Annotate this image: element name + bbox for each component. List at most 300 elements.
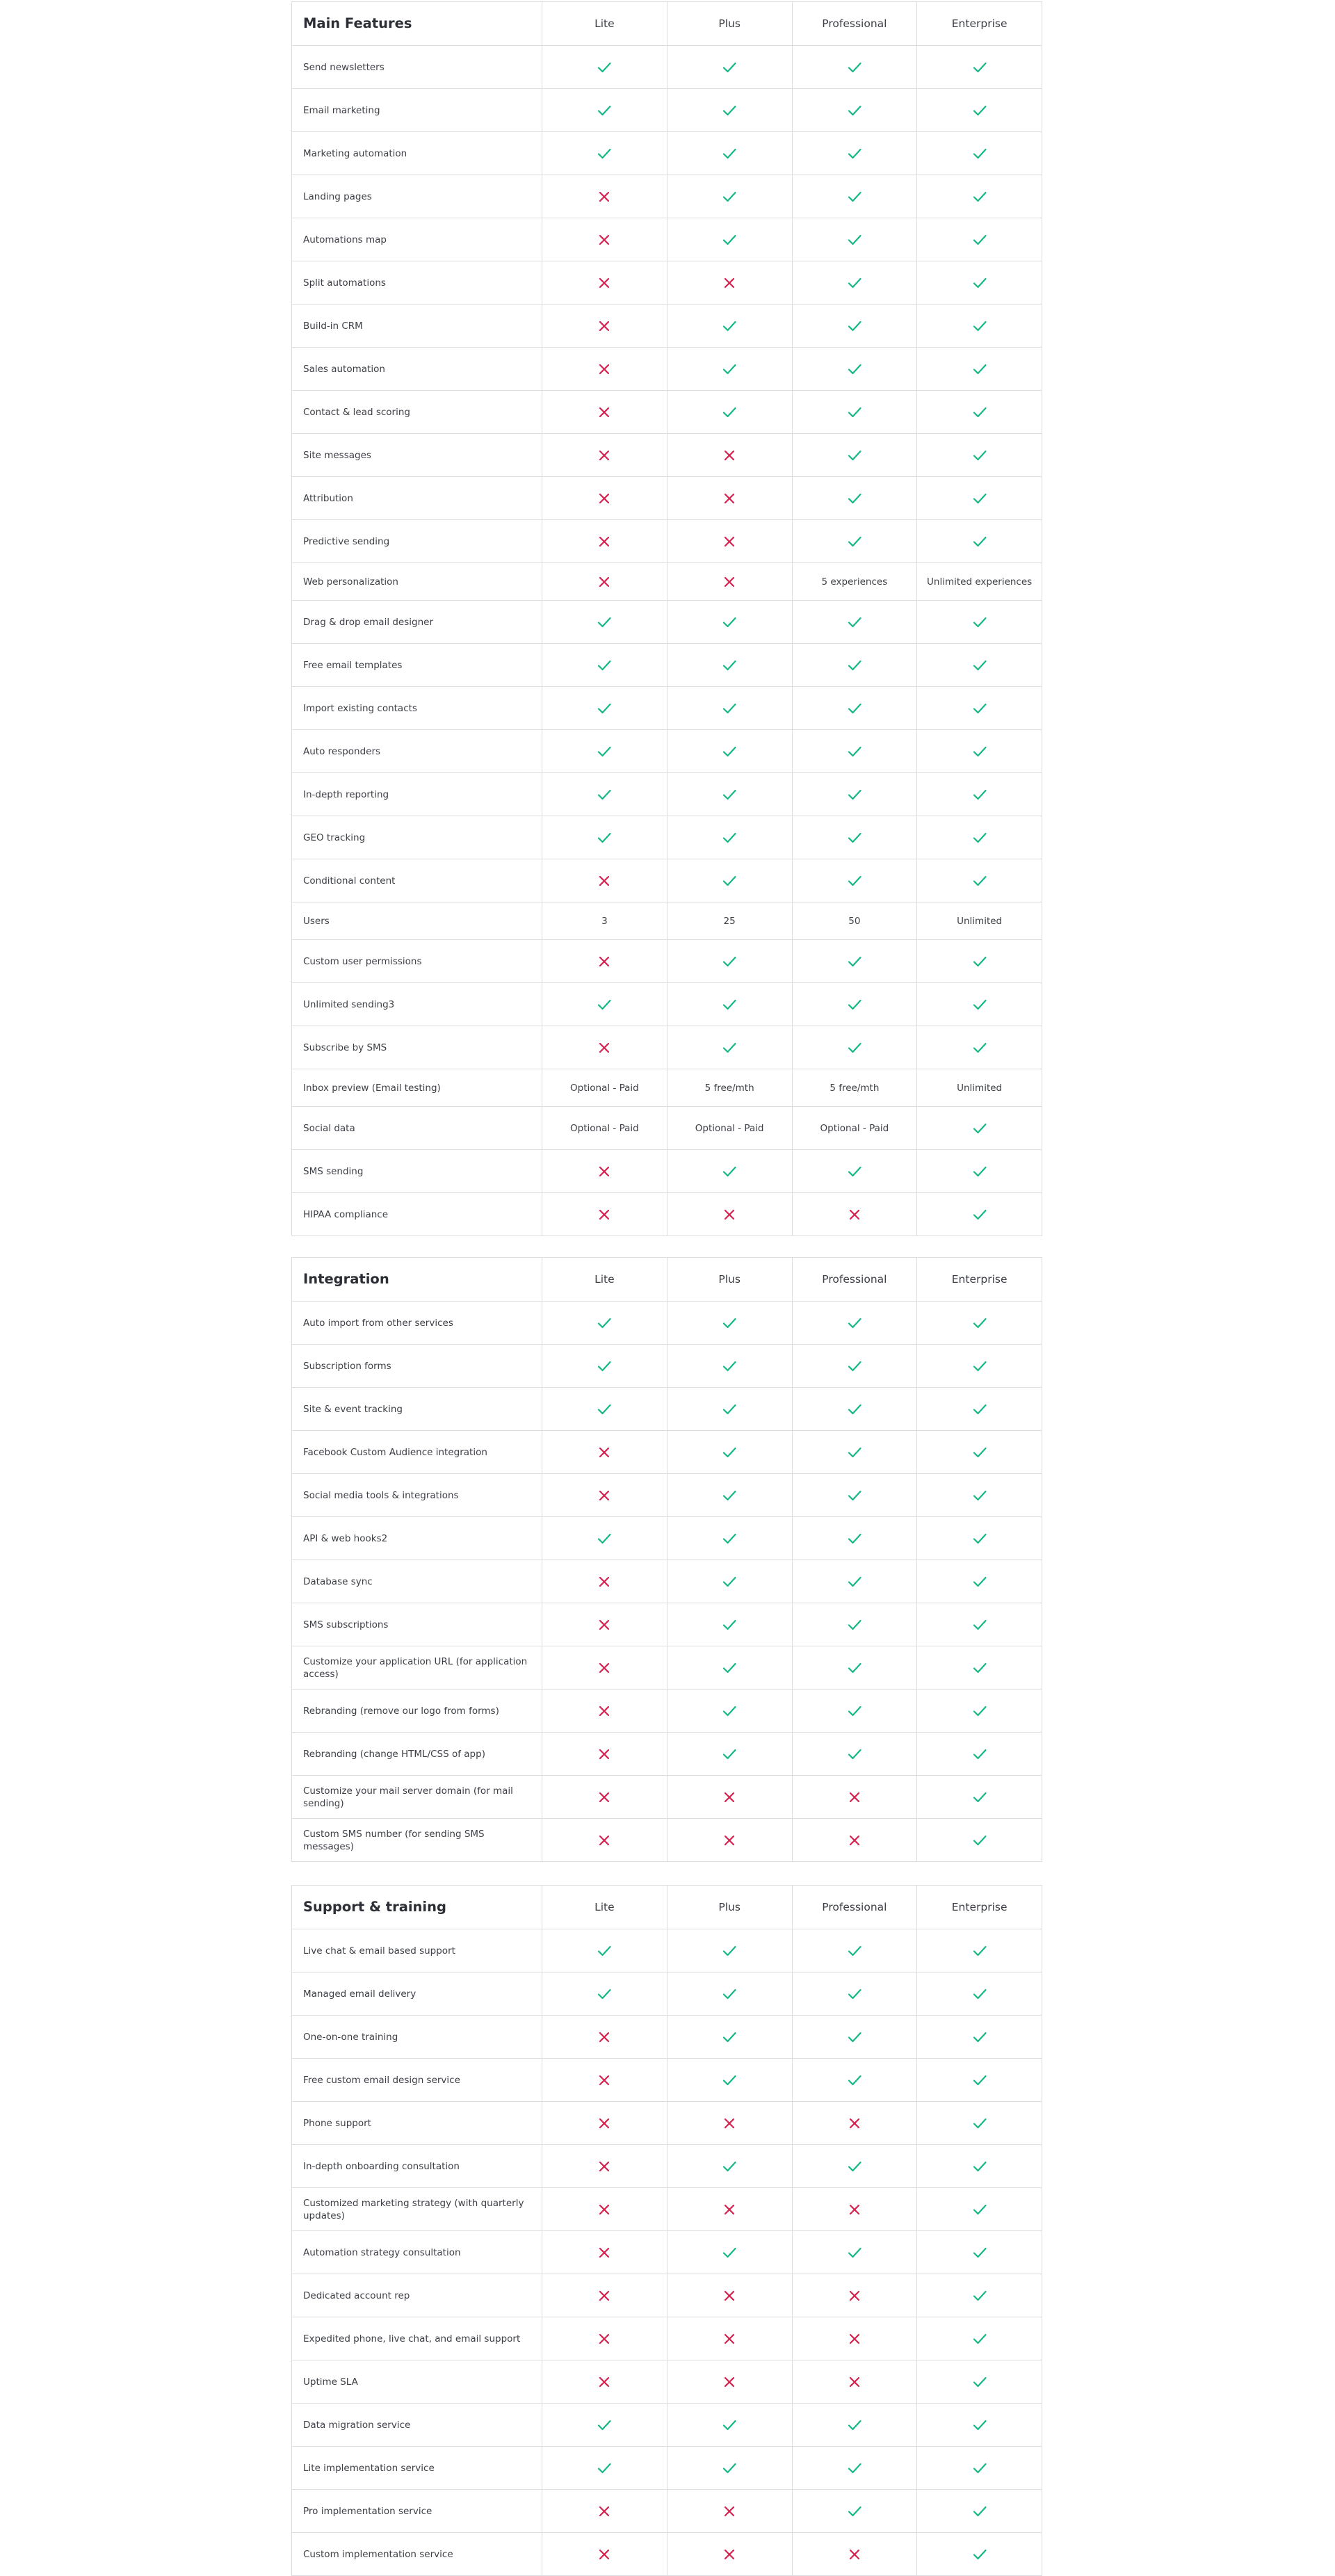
feature-label: Live chat & email based support: [292, 1929, 542, 1972]
check-icon: [917, 1972, 1042, 2015]
table-row: [292, 1026, 1042, 1069]
cross-icon: [542, 477, 668, 519]
check-icon: [917, 1388, 1042, 1430]
plan-header-plus: Plus: [668, 1258, 793, 1301]
check-icon: [668, 940, 793, 982]
check-icon: [917, 940, 1042, 982]
feature-label: Social media tools & integrations: [292, 1474, 542, 1516]
plan-value: 5 experiences: [793, 563, 918, 600]
table-row: [292, 2490, 1042, 2533]
check-icon: [542, 2447, 668, 2489]
check-icon: [668, 601, 793, 643]
check-icon: [793, 687, 918, 729]
cross-icon: [542, 348, 668, 390]
plan-header-lite: Lite: [542, 1886, 668, 1929]
check-icon: [917, 2533, 1042, 2575]
feature-label: Phone support: [292, 2102, 542, 2144]
check-icon: [668, 1345, 793, 1387]
cross-icon: [793, 1776, 918, 1818]
feature-label: Marketing automation: [292, 132, 542, 175]
check-icon: [668, 1431, 793, 1473]
check-icon: [917, 1929, 1042, 1972]
cross-icon: [542, 1026, 668, 1069]
cross-icon: [542, 1560, 668, 1603]
check-icon: [917, 2447, 1042, 2489]
check-icon: [917, 1026, 1042, 1069]
cross-icon: [542, 175, 668, 218]
check-icon: [793, 1302, 918, 1344]
feature-label: SMS subscriptions: [292, 1603, 542, 1646]
table-row: [292, 1646, 1042, 1690]
check-icon: [668, 305, 793, 347]
check-icon: [917, 2231, 1042, 2274]
feature-label: Subscribe by SMS: [292, 1026, 542, 1069]
check-icon: [793, 2059, 918, 2101]
check-icon: [793, 816, 918, 859]
table-row: [292, 940, 1042, 983]
check-icon: [542, 89, 668, 131]
feature-label: Drag & drop email designer: [292, 601, 542, 643]
cross-icon: [668, 477, 793, 519]
plan-value: 50: [793, 902, 918, 939]
table-row: [292, 2274, 1042, 2317]
cross-icon: [793, 2533, 918, 2575]
cross-icon: [542, 2102, 668, 2144]
feature-label: Unlimited sending3: [292, 983, 542, 1026]
feature-label: In-depth reporting: [292, 773, 542, 816]
check-icon: [793, 601, 918, 643]
check-icon: [793, 2490, 918, 2532]
cross-icon: [668, 1819, 793, 1861]
cross-icon: [542, 520, 668, 562]
check-icon: [542, 816, 668, 859]
cross-icon: [542, 1646, 668, 1689]
check-icon: [793, 644, 918, 686]
table-header-row: [292, 1886, 1042, 1929]
feature-label: Facebook Custom Audience integration: [292, 1431, 542, 1473]
check-icon: [793, 1388, 918, 1430]
plan-value: Unlimited experiences: [917, 563, 1042, 600]
check-icon: [668, 1646, 793, 1689]
cross-icon: [668, 434, 793, 476]
table-row: [292, 1345, 1042, 1388]
check-icon: [668, 218, 793, 261]
table-row: [292, 2102, 1042, 2145]
check-icon: [917, 391, 1042, 433]
table-row: [292, 2447, 1042, 2490]
table-row: [292, 2188, 1042, 2231]
feature-label: Automation strategy consultation: [292, 2231, 542, 2274]
cross-icon: [542, 859, 668, 902]
check-icon: [668, 730, 793, 772]
check-icon: [917, 1776, 1042, 1818]
table-row: [292, 2404, 1042, 2447]
cross-icon: [542, 1474, 668, 1516]
check-icon: [917, 1517, 1042, 1560]
cross-icon: [668, 2490, 793, 2532]
check-icon: [793, 391, 918, 433]
table-row: [292, 773, 1042, 816]
cross-icon: [542, 1603, 668, 1646]
cross-icon: [793, 1193, 918, 1236]
feature-label: Web personalization: [292, 563, 542, 600]
check-icon: [668, 1474, 793, 1516]
check-icon: [793, 1026, 918, 1069]
check-icon: [668, 2016, 793, 2058]
check-icon: [917, 816, 1042, 859]
section-title: Integration: [292, 1258, 542, 1301]
feature-label: Auto import from other services: [292, 1302, 542, 1344]
check-icon: [793, 2231, 918, 2274]
feature-label: Custom implementation service: [292, 2533, 542, 2575]
plan-value: 5 free/mth: [793, 1069, 918, 1106]
check-icon: [793, 2447, 918, 2489]
check-icon: [668, 983, 793, 1026]
check-icon: [917, 305, 1042, 347]
cross-icon: [793, 2317, 918, 2360]
check-icon: [793, 2145, 918, 2187]
check-icon: [668, 1150, 793, 1192]
check-icon: [793, 477, 918, 519]
cross-icon: [542, 1776, 668, 1818]
check-icon: [668, 644, 793, 686]
table-row: [292, 2231, 1042, 2274]
check-icon: [917, 89, 1042, 131]
check-icon: [793, 434, 918, 476]
cross-icon: [542, 2274, 668, 2317]
check-icon: [917, 132, 1042, 175]
check-icon: [917, 2490, 1042, 2532]
check-icon: [917, 773, 1042, 816]
check-icon: [917, 1819, 1042, 1861]
table-row: [292, 520, 1042, 563]
check-icon: [917, 2016, 1042, 2058]
feature-label: Custom SMS number (for sending SMS messages): [292, 1819, 542, 1861]
table-row: [292, 1069, 1042, 1107]
check-icon: [917, 2274, 1042, 2317]
feature-label: Dedicated account rep: [292, 2274, 542, 2317]
check-icon: [793, 1733, 918, 1775]
check-icon: [917, 520, 1042, 562]
check-icon: [668, 2231, 793, 2274]
check-icon: [542, 601, 668, 643]
check-icon: [917, 687, 1042, 729]
cross-icon: [542, 305, 668, 347]
table-row: [292, 218, 1042, 261]
feature-label: Predictive sending: [292, 520, 542, 562]
check-icon: [668, 89, 793, 131]
cross-icon: [542, 940, 668, 982]
check-icon: [668, 2145, 793, 2187]
feature-label: Contact & lead scoring: [292, 391, 542, 433]
feature-label: Automations map: [292, 218, 542, 261]
table-row: [292, 2317, 1042, 2360]
section-title: Support & training: [292, 1886, 542, 1929]
check-icon: [917, 730, 1042, 772]
check-icon: [793, 348, 918, 390]
check-icon: [917, 175, 1042, 218]
check-icon: [793, 1560, 918, 1603]
check-icon: [668, 348, 793, 390]
cross-icon: [668, 2317, 793, 2360]
check-icon: [668, 1929, 793, 1972]
cross-icon: [542, 2059, 668, 2101]
check-icon: [668, 1302, 793, 1344]
check-icon: [793, 1929, 918, 1972]
feature-label: One-on-one training: [292, 2016, 542, 2058]
table-row: [292, 1972, 1042, 2016]
table-row: [292, 2145, 1042, 2188]
cross-icon: [668, 1193, 793, 1236]
comparison-table-2: [291, 1885, 1042, 2576]
table-row: [292, 816, 1042, 859]
check-icon: [542, 1388, 668, 1430]
check-icon: [793, 1150, 918, 1192]
check-icon: [917, 1107, 1042, 1149]
check-icon: [917, 1646, 1042, 1689]
cross-icon: [542, 563, 668, 600]
plan-header-enterprise: Enterprise: [917, 1258, 1042, 1301]
check-icon: [917, 1603, 1042, 1646]
feature-label: Database sync: [292, 1560, 542, 1603]
check-icon: [917, 1302, 1042, 1344]
table-row: [292, 2533, 1042, 2576]
check-icon: [668, 1603, 793, 1646]
table-row: [292, 2059, 1042, 2102]
cross-icon: [542, 2317, 668, 2360]
cross-icon: [542, 218, 668, 261]
cross-icon: [542, 2231, 668, 2274]
cross-icon: [542, 2360, 668, 2403]
feature-label: Email marketing: [292, 89, 542, 131]
check-icon: [793, 132, 918, 175]
feature-label: Site messages: [292, 434, 542, 476]
check-icon: [917, 2404, 1042, 2446]
feature-label: GEO tracking: [292, 816, 542, 859]
feature-label: Customize your mail server domain (for mail sending): [292, 1776, 542, 1818]
cross-icon: [542, 2188, 668, 2230]
cross-icon: [668, 261, 793, 304]
feature-label: Inbox preview (Email testing): [292, 1069, 542, 1106]
cross-icon: [542, 1193, 668, 1236]
feature-label: Pro implementation service: [292, 2490, 542, 2532]
feature-label: Site & event tracking: [292, 1388, 542, 1430]
feature-label: Custom user permissions: [292, 940, 542, 982]
check-icon: [917, 1690, 1042, 1732]
check-icon: [917, 983, 1042, 1026]
check-icon: [917, 218, 1042, 261]
feature-label: Expedited phone, live chat, and email support: [292, 2317, 542, 2360]
check-icon: [793, 1431, 918, 1473]
feature-label: Free email templates: [292, 644, 542, 686]
table-row: [292, 644, 1042, 687]
check-icon: [793, 859, 918, 902]
check-icon: [917, 2317, 1042, 2360]
feature-label: Landing pages: [292, 175, 542, 218]
plan-header-professional: Professional: [793, 1258, 918, 1301]
feature-label: Auto responders: [292, 730, 542, 772]
check-icon: [793, 1345, 918, 1387]
cross-icon: [542, 1431, 668, 1473]
check-icon: [668, 1690, 793, 1732]
table-row: [292, 1776, 1042, 1819]
cross-icon: [542, 1733, 668, 1775]
check-icon: [793, 305, 918, 347]
check-icon: [668, 2404, 793, 2446]
plan-value: 5 free/mth: [668, 1069, 793, 1106]
check-icon: [542, 1345, 668, 1387]
check-icon: [542, 1517, 668, 1560]
plan-value: Optional - Paid: [668, 1107, 793, 1149]
table-row: [292, 477, 1042, 520]
plan-value: 3: [542, 902, 668, 939]
feature-label: Lite implementation service: [292, 2447, 542, 2489]
check-icon: [668, 859, 793, 902]
table-row: [292, 1560, 1042, 1603]
plan-header-plus: Plus: [668, 1886, 793, 1929]
cross-icon: [668, 1776, 793, 1818]
check-icon: [668, 2447, 793, 2489]
feature-label: Social data: [292, 1107, 542, 1149]
check-icon: [917, 644, 1042, 686]
feature-label: Rebranding (remove our logo from forms): [292, 1690, 542, 1732]
check-icon: [917, 2059, 1042, 2101]
check-icon: [793, 89, 918, 131]
check-icon: [542, 1302, 668, 1344]
feature-label: SMS sending: [292, 1150, 542, 1192]
plan-header-lite: Lite: [542, 2, 668, 45]
check-icon: [668, 391, 793, 433]
check-icon: [542, 730, 668, 772]
check-icon: [917, 859, 1042, 902]
plan-value: Unlimited: [917, 1069, 1042, 1106]
table-row: [292, 1107, 1042, 1150]
check-icon: [542, 687, 668, 729]
check-icon: [668, 1733, 793, 1775]
feature-label: Subscription forms: [292, 1345, 542, 1387]
check-icon: [793, 261, 918, 304]
check-icon: [793, 773, 918, 816]
check-icon: [668, 1388, 793, 1430]
table-row: [292, 132, 1042, 175]
check-icon: [668, 773, 793, 816]
table-row: [292, 2016, 1042, 2059]
cross-icon: [668, 2102, 793, 2144]
plan-header-professional: Professional: [793, 1886, 918, 1929]
table-row: [292, 1431, 1042, 1474]
plan-header-lite: Lite: [542, 1258, 668, 1301]
table-row: [292, 859, 1042, 902]
table-row: [292, 348, 1042, 391]
check-icon: [917, 601, 1042, 643]
check-icon: [793, 1603, 918, 1646]
check-icon: [917, 1150, 1042, 1192]
table-row: [292, 1733, 1042, 1776]
table-row: [292, 983, 1042, 1026]
check-icon: [668, 46, 793, 88]
cross-icon: [793, 2274, 918, 2317]
check-icon: [917, 2188, 1042, 2230]
feature-label: API & web hooks2: [292, 1517, 542, 1560]
cross-icon: [668, 563, 793, 600]
check-icon: [917, 477, 1042, 519]
cross-icon: [668, 2188, 793, 2230]
check-icon: [793, 1517, 918, 1560]
check-icon: [917, 1345, 1042, 1387]
cross-icon: [668, 2533, 793, 2575]
cross-icon: [793, 2188, 918, 2230]
check-icon: [542, 1929, 668, 1972]
check-icon: [542, 132, 668, 175]
plan-header-plus: Plus: [668, 2, 793, 45]
comparison-table-0: [291, 1, 1042, 1236]
cross-icon: [542, 1690, 668, 1732]
table-row: [292, 1388, 1042, 1431]
plan-value: Optional - Paid: [542, 1107, 668, 1149]
check-icon: [542, 46, 668, 88]
table-header-row: [292, 2, 1042, 46]
check-icon: [793, 983, 918, 1026]
table-row: [292, 730, 1042, 773]
plan-value: Optional - Paid: [793, 1107, 918, 1149]
check-icon: [917, 1560, 1042, 1603]
feature-label: Data migration service: [292, 2404, 542, 2446]
cross-icon: [542, 2016, 668, 2058]
table-row: [292, 563, 1042, 601]
check-icon: [668, 1972, 793, 2015]
check-icon: [917, 2360, 1042, 2403]
table-row: [292, 687, 1042, 730]
cross-icon: [542, 2533, 668, 2575]
check-icon: [542, 773, 668, 816]
cross-icon: [793, 2360, 918, 2403]
table-row: [292, 1474, 1042, 1517]
check-icon: [542, 983, 668, 1026]
table-row: [292, 305, 1042, 348]
cross-icon: [542, 391, 668, 433]
table-row: [292, 261, 1042, 305]
check-icon: [793, 46, 918, 88]
check-icon: [542, 644, 668, 686]
feature-label: Attribution: [292, 477, 542, 519]
check-icon: [793, 940, 918, 982]
check-icon: [668, 2059, 793, 2101]
table-header-row: [292, 1258, 1042, 1302]
check-icon: [917, 434, 1042, 476]
feature-label: Split automations: [292, 261, 542, 304]
feature-label: Managed email delivery: [292, 1972, 542, 2015]
check-icon: [793, 2016, 918, 2058]
cross-icon: [542, 2145, 668, 2187]
feature-label: In-depth onboarding consultation: [292, 2145, 542, 2187]
cross-icon: [542, 2490, 668, 2532]
plan-header-enterprise: Enterprise: [917, 1886, 1042, 1929]
cross-icon: [542, 261, 668, 304]
cross-icon: [542, 1150, 668, 1192]
check-icon: [793, 1972, 918, 2015]
table-row: [292, 1819, 1042, 1862]
check-icon: [668, 687, 793, 729]
plan-value: Unlimited: [917, 902, 1042, 939]
check-icon: [668, 175, 793, 218]
check-icon: [917, 46, 1042, 88]
table-row: [292, 1690, 1042, 1733]
check-icon: [793, 218, 918, 261]
table-row: [292, 434, 1042, 477]
plan-value: 25: [668, 902, 793, 939]
table-row: [292, 2360, 1042, 2404]
cross-icon: [793, 2102, 918, 2144]
